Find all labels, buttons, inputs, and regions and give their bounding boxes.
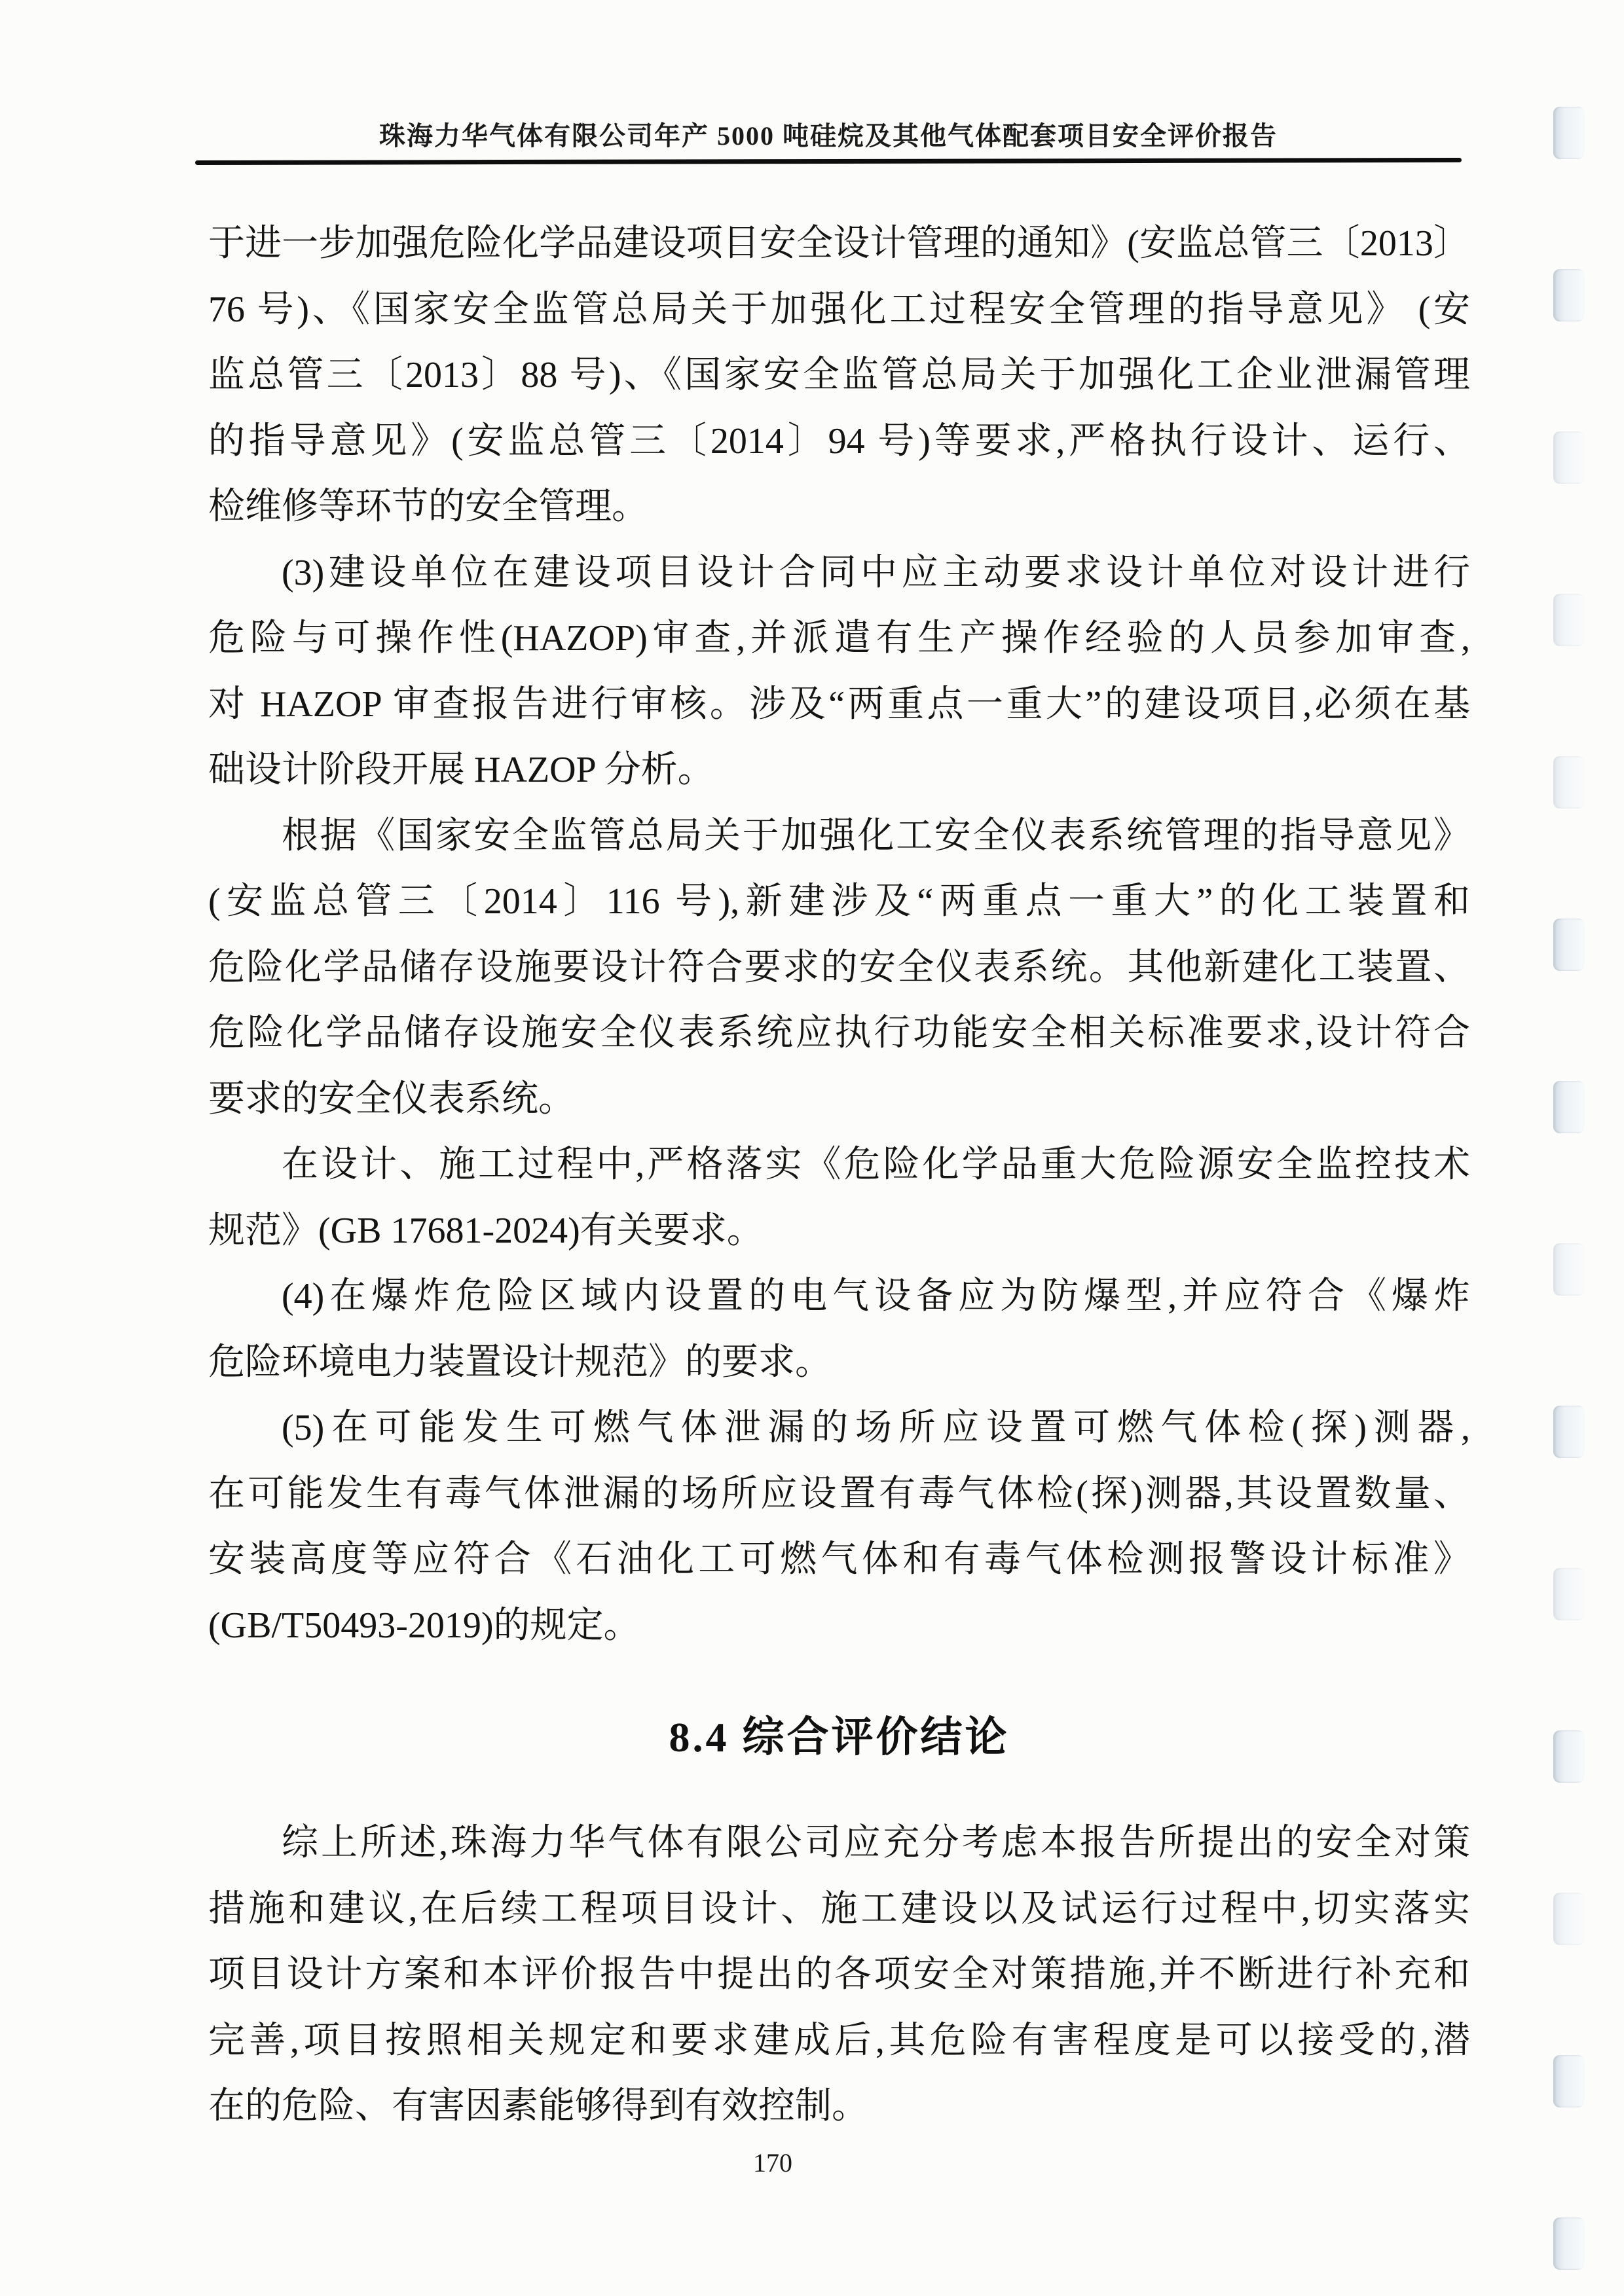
body-text-line: 危险化学品储存设施要设计符合要求的安全仪表系统。其他新建化工装置、 — [208, 947, 1470, 988]
binding-ring-mark — [1553, 919, 1585, 971]
binding-ring-mark — [1553, 2055, 1585, 2107]
body-text-line: 检维修等环节的安全管理。 — [208, 486, 648, 527]
body-text-line: 危险化学品储存设施安全仪表系统应执行功能安全相关标准要求,设计符合 — [208, 1013, 1470, 1053]
binding-ring-mark — [1553, 1243, 1585, 1296]
document-body — [208, 211, 1470, 2140]
body-text-line: 危险环境电力装置设计规范》的要求。 — [208, 1341, 832, 1383]
body-text-line: 规范》(GB 17681-2024)有关要求。 — [208, 1210, 764, 1251]
binding-ring-mark — [1553, 107, 1585, 159]
body-text-line: 对 HAZOP 审查报告进行审核。涉及“两重点一重大”的建设项目,必须在基 — [208, 683, 1470, 725]
body-text-line: 础设计阶段开展 HAZOP 分析。 — [208, 750, 714, 790]
body-text-line: (5)在可能发生可燃气体泄漏的场所应设置可燃气体检(探)测器, — [282, 1408, 1470, 1448]
body-text-line: (4)在爆炸危险区域内设置的电气设备应为防爆型,并应符合《爆炸 — [282, 1276, 1470, 1317]
body-text-line: 监总管三〔2013〕88 号)、《国家安全监管总局关于加强化工企业泄漏管理 — [208, 355, 1470, 395]
binding-ring-mark — [1553, 431, 1585, 484]
body-text-line: (GB/T50493-2019)的规定。 — [208, 1605, 640, 1646]
binding-ring-mark — [1553, 1893, 1585, 1945]
binding-ring-mark — [1553, 1730, 1585, 1783]
conclusion-text-line: 措施和建议,在后续工程项目设计、施工建设以及试运行过程中,切实落实 — [208, 1888, 1470, 1929]
section-heading: 8.4 综合评价结论 — [669, 1714, 1010, 1760]
body-text-line: 危险与可操作性(HAZOP)审查,并派遣有生产操作经验的人员参加审查, — [208, 618, 1470, 659]
binding-ring-mark — [1553, 594, 1585, 646]
body-text-line: (安监总管三〔2014〕116 号),新建涉及“两重点一重大”的化工装置和 — [208, 881, 1470, 922]
body-text-line: 根据《国家安全监管总局关于加强化工安全仪表系统管理的指导意见》 — [282, 815, 1470, 856]
conclusion-text-line: 在的危险、有害因素能够得到有效控制。 — [208, 2086, 868, 2126]
body-text-line: (3)建设单位在建设项目设计合同中应主动要求设计单位对设计进行 — [282, 552, 1470, 593]
body-text-line: 在可能发生有毒气体泄漏的场所应设置有毒气体检(探)测器,其设置数量、 — [208, 1473, 1470, 1514]
body-text-line: 要求的安全仪表系统。 — [208, 1078, 575, 1120]
body-text-line: 在设计、施工过程中,严格落实《危险化学品重大危险源安全监控技术 — [282, 1144, 1470, 1185]
header-rule — [195, 158, 1462, 165]
conclusion-text-line: 完善,项目按照相关规定和要求建成后,其危险有害程度是可以接受的,潜 — [208, 2020, 1470, 2061]
page-number: 170 — [753, 2148, 792, 2178]
body-text-line: 于进一步加强危险化学品建设项目安全设计管理的通知》(安监总管三〔2013〕 — [208, 223, 1470, 264]
binding-ring-mark — [1553, 756, 1585, 809]
report-header-title: 珠海力华气体有限公司年产 5000 吨硅烷及其他气体配套项目安全评价报告 — [379, 121, 1278, 151]
conclusion-text-line: 项目设计方案和本评价报告中提出的各项安全对策措施,并不断进行补充和 — [208, 1954, 1470, 1995]
binding-ring-mark — [1553, 2217, 1585, 2270]
binding-ring-mark — [1553, 1081, 1585, 1133]
body-text-line: 的指导意见》(安监总管三〔2014〕94 号)等要求,严格执行设计、运行、 — [208, 420, 1470, 462]
body-text-line: 76 号)、《国家安全监管总局关于加强化工过程安全管理的指导意见》 (安 — [208, 289, 1470, 330]
binding-ring-mark — [1553, 1406, 1585, 1458]
conclusion-text-line: 综上所述,珠海力华气体有限公司应充分考虑本报告所提出的安全对策 — [282, 1823, 1470, 1863]
binding-ring-mark — [1553, 269, 1585, 321]
body-text-line: 安装高度等应符合《石油化工可燃气体和有毒气体检测报警设计标准》 — [208, 1539, 1470, 1580]
binding-ring-mark — [1553, 1568, 1585, 1620]
